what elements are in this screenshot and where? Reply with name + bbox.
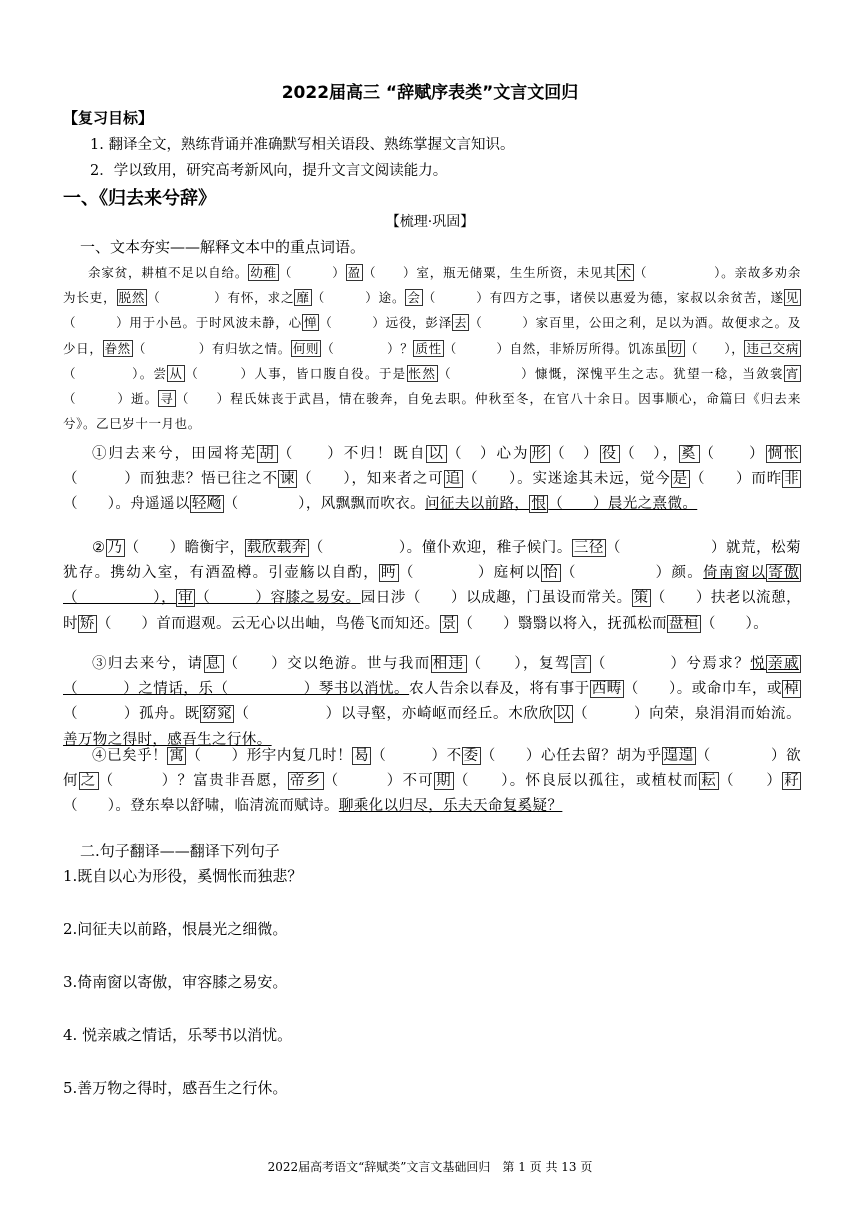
keyword-box: 窈窕 <box>201 706 233 723</box>
keyword-box: 眷然 <box>104 340 131 356</box>
keyword-box: 寄傲 <box>768 565 800 582</box>
keyword-box: 三径 <box>573 540 604 556</box>
review-goals-heading: 【复习目标】 <box>63 109 154 127</box>
keyword-box: 之 <box>80 773 97 790</box>
keyword-box: 违己交病 <box>746 340 800 356</box>
part1-heading: 一、文本夯实——解释文本中的重点词语。 <box>80 238 366 256</box>
keyword-box: 惆怅 <box>767 446 800 462</box>
keyword-box: 棹 <box>784 681 799 698</box>
keyword-box: 景 <box>441 615 457 632</box>
review-goal-1: 1. 翻译全文，熟练背诵并准确默写相关语段、熟练掌握文言知识。 <box>90 137 515 153</box>
keyword-box: 何则 <box>292 340 320 356</box>
keyword-box: 亲戚 <box>768 656 799 672</box>
translation-question-5: 5.善万物之得时，感吾生之行休。 <box>63 1079 288 1097</box>
keyword-box: 眄 <box>381 565 397 582</box>
keyword-box: 西畴 <box>591 681 622 698</box>
keyword-box: 恨 <box>531 496 547 513</box>
keyword-box: 审 <box>178 590 194 607</box>
document-title: 2022届高三 “辞赋序表类”文言文回归 <box>281 83 579 103</box>
keyword-box: 曷 <box>354 748 370 764</box>
section-heading: 一、《归去来兮辞》 <box>63 188 216 209</box>
keyword-box: 遑遑 <box>663 748 694 764</box>
page-footer: 2022届高考语文“辞赋类”文言文基础回归 第 1 页 共 13 页 <box>267 1160 593 1174</box>
translation-question-4: 4. 悦亲戚之情话，乐琴书以消忧。 <box>63 1026 293 1044</box>
poem-paragraph-3: ③归去来兮，请 息 （ ）交以绝游。世与我而 相违 （ ），复驾 言 （ ）兮焉求？悦 亲戚（ ）之情话，乐（ ）琴书以消忧。农人告余以春及，将有事于 西畴 （ ）。或命巾车，或 棹（ ）孤舟。既 窈窕 （ ）以寻壑，亦崎岖而经丘。木欣欣 以 （ ）向荣，泉涓涓而始流。善万物之得时，感吾生之行休。 <box>63 656 801 748</box>
translation-question-3: 3.倚南窗以寄傲，审容膝之易安。 <box>63 973 288 991</box>
keyword-box: 从 <box>169 365 184 381</box>
keyword-box: 术 <box>618 265 632 280</box>
keyword-box: 以 <box>555 706 572 723</box>
keyword-box: 相违 <box>432 656 465 672</box>
keyword-box: 言 <box>572 656 589 672</box>
keyword-box: 怅然 <box>408 365 437 381</box>
keyword-box: 策 <box>633 590 649 607</box>
keyword-box: 幼稚 <box>250 265 277 280</box>
keyword-box: 切 <box>669 340 683 356</box>
section-subheading: 【梳理·巩固】 <box>385 214 475 230</box>
review-goal-2: 2．学以致用，研究高考新风向，提升文言文阅读能力。 <box>90 163 448 179</box>
translation-question-2: 2.问征夫以前路，恨晨光之细微。 <box>63 920 288 938</box>
keyword-box: 委 <box>463 748 479 764</box>
keyword-box: 形 <box>531 446 549 462</box>
keyword-box: 非 <box>784 471 800 488</box>
keyword-box: 奚 <box>681 446 698 462</box>
keyword-box: 会 <box>407 290 421 306</box>
keyword-box: 靡 <box>296 290 310 306</box>
keyword-box: 胡 <box>259 446 276 462</box>
keyword-box: 谏 <box>279 471 296 488</box>
poem-paragraph-1: ①归去来兮，田园将芜 胡 （ ）不归！既自 以 （ ）心为 形 （ ） 役 （ ）， 奚 （ ） 惆怅（ ）而独悲？悟已往之不 谏 （ ），知来者之可 追 （ ）。实迷途其未远，觉今 是 （ ）而昨 非（ ）。舟遥遥以 轻飏 （ ），风飘飘而吹衣。问征夫以前路， 恨 （ ）晨光之熹微。 <box>63 446 800 513</box>
keyword-box: 盘桓 <box>669 615 699 632</box>
poem-paragraph-2: ② 乃 （ ）瞻衡宇， 载欣载奔 （ ）。僮仆欢迎，稚子候门。 三径 （ ）就荒，松菊犹存。携幼入室，有酒盈樽。引壶觞以自酌， 眄 （ ）庭柯以 怡 （ ）颜。倚南窗以 寄傲（ ）， 审 （ ）容膝之易安。园日涉（ ）以成趣，门虽设而常关。 策 （ ）扶老以流憩，时 矫 （ ）首而遐观。云无心以出岫，鸟倦飞而知还。 景 （ ）翳翳以将入，抚孤松而 盘桓 （ ）。 <box>63 540 802 632</box>
keyword-box: 宵 <box>785 365 799 381</box>
keyword-box: 帝乡 <box>290 773 322 790</box>
translation-question-1: 1.既自以心为形役，奚惆怅而独悲？ <box>63 867 303 885</box>
keyword-box: 载欣载奔 <box>246 540 307 556</box>
keyword-box: 寓 <box>169 748 185 764</box>
keyword-box: 怡 <box>543 565 559 582</box>
keyword-box: 追 <box>445 471 461 488</box>
keyword-box: 乃 <box>107 540 123 556</box>
keyword-box: 是 <box>672 471 688 488</box>
keyword-box: 寻 <box>160 391 174 407</box>
keyword-box: 见 <box>785 290 799 306</box>
preface-paragraph: 余家贫，耕植不足以自给。 幼稚 （ ） 盈 （ ）室，瓶无储粟，生生所资，未见其 术 （ ）。亲故多劝余为长吏， 脱然 （ ）有怀，求之 靡 （ ）途。 会 （ ）有四方之事，诸侯以惠爱为德，家叔以余贫苦，遂 见（ ）用于小邑。于时风波未静，心 惮 （ ）远役，彭泽 去 （ ）家百里，公田之利，足以为酒。故便求之。及少日， 眷然 （ ）有归欤之情。 何则 （ ）？ 质性 （ ）自然，非矫厉所得。饥冻虽 切 （ ）， 违己交病（ ）。尝 从 （ ）人事，皆口腹自役。于是 怅然 （ ）慷慨，深愧平生之志。犹望一稔，当敛裳 宵（ ）逝。 寻 （ ）程氏妹丧于武昌，情在骏奔，自免去职。仲秋至冬，在官八十余日。因事顺心，命篇曰《归去来兮》。乙巳岁十一月也。 <box>63 265 802 432</box>
keyword-box: 质性 <box>415 340 442 356</box>
keyword-box: 脱然 <box>118 290 146 306</box>
keyword-box: 惮 <box>303 315 318 331</box>
poem-paragraph-4: ④已矣乎！ 寓 （ ）形宇内复几时！ 曷 （ ）不 委 （ ）心任去留？胡为乎 遑遑 （ ）欲何 之 （ ）？富贵非吾愿， 帝乡 （ ）不可 期 （ ）。怀良辰以孤往，或植杖而 耘 （ ） 耔（ ）。登东皋以舒啸，临清流而赋诗。聊乘化以归尽，乐夫天命复奚疑？ <box>63 748 801 815</box>
keyword-box: 役 <box>601 446 619 462</box>
keyword-box: 息 <box>205 656 222 672</box>
keyword-box: 去 <box>453 315 468 331</box>
keyword-box: 耔 <box>784 773 800 790</box>
keyword-box: 盈 <box>347 265 361 280</box>
keyword-box: 矫 <box>79 615 95 632</box>
keyword-box: 轻飏 <box>191 496 222 513</box>
keyword-box: 耘 <box>701 773 717 790</box>
keyword-box: 期 <box>436 773 452 790</box>
keyword-box: 以 <box>428 446 445 462</box>
part2-heading: 二.句子翻译——翻译下列句子 <box>80 842 280 860</box>
